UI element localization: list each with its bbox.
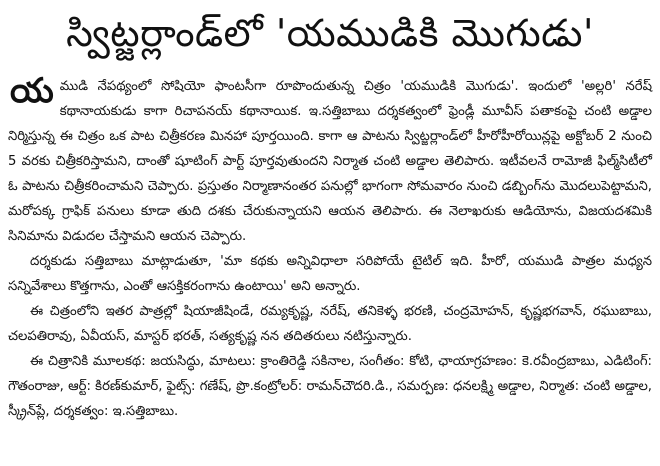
article-body	[8, 71, 653, 424]
article-paragraph-4: ఈ చిత్రానికి మూలకథ: జయసిద్ధు, మాటలు: క్రాంతిరెడ్డి సకినాల, సంగీతం: కోటి, ఛాయాగ్రహణం: కె.రవీంద్రబాబు, ఎడిటింగ్: గౌతంరాజు, ఆర్ట్: కిరణ్‌కుమార్, ఫైట్స్: గణేష్, ప్రొ.కంట్రోలర్: రామన్‌చౌదరి.డి., సమర్పణ: ధనలక్ష్మి అడ్డాల, నిర్మాత: చంటి అడ్డాల, స్క్రీన్‌ప్లే, దర్శకత్వం: ఇ.సత్తిబాబు.	[8, 354, 653, 419]
drop-cap: య	[10, 71, 54, 111]
article-paragraph-3: ఈ చిత్రంలోని ఇతర పాత్రల్లో షియాజీషిండే, రమ్యకృష్ణ, నరేష్, తనికెళ్ళ భరణి, చంద్రమోహన్, కృష్ణభగవాన్, రఘుబాబు, చలపతిరావు, ఏవీయస్, మాస్టర్ భరత్, సత్యకృష్ణ నన తదితరులు నటిస్తున్నారు.	[8, 304, 652, 344]
article-paragraph-1	[8, 71, 652, 249]
article-paragraph-2: దర్శకుడు సత్తిబాబు మాట్లాడుతూ, 'మా కథకు అన్నివిధాలా సరిపోయే టైటిల్ ఇది. హీరో, యముడి పాత్రల మధ్యన సన్నివేశాలు కొత్తగాను, ఎంతో ఆసక్తికరంగాను ఉంటాయి' అని అన్నారు.	[8, 254, 652, 294]
headline: స్విట్జర్లాండ్‌లో 'యముడికి మొగుడు'	[66, 11, 594, 55]
article-paragraph-1-text: ముడి నేపథ్యంలో సోషియో ఫాంటసీగా రూపొందుతున్న చిత్రం 'యముడికి మొగుడు'. ఇందులో 'అల్లరి' నరేష్ కథానాయకుడు కాగా రిచాపనయ్ కథానాయిక. ఇ.సత్తిబాబు దర్శకత్వంలో ఫ్రెండ్లీ మూవీస్ పతాకంపై చంటి అడ్డాల నిర్మిస్తున్న ఈ చిత్రం ఒక పాట చిత్రీకరణ మినహా పూర్తయింది. కాగా ఆ పాటను స్విట్జర్లాండ్‌లో హీరోహీరోయిన్లపై అక్టోబర్ 2 నుంచి 5 వరకు చిత్రీకరిస్తామని, దాంతో షూటింగ్ పార్ట్ పూర్తవుతుందని నిర్మాత చంటి అడ్డాల తెలిపారు. ఇటీవలనే రామోజీ ఫిల్మ్‌సిటీలో ఓ పాటను చిత్రీకరించామని చెప్పారు. ప్రస్తుతం నిర్మాణానంతర పనుల్లో భాగంగా సోమవారం నుంచి డబ్బింగ్‌ను మొదలుపెట్టామని, మరోపక్క గ్రాఫిక్ పనులు కూడా తుది దశకు చేరుకున్నాయని ఆయన తెలిపారు. ఈ నెలాఖరుకు ఆడియోను, విజయదశమికి సినిమాను విడుదల చేస్తామని ఆయన చెప్పారు.	[8, 79, 652, 244]
